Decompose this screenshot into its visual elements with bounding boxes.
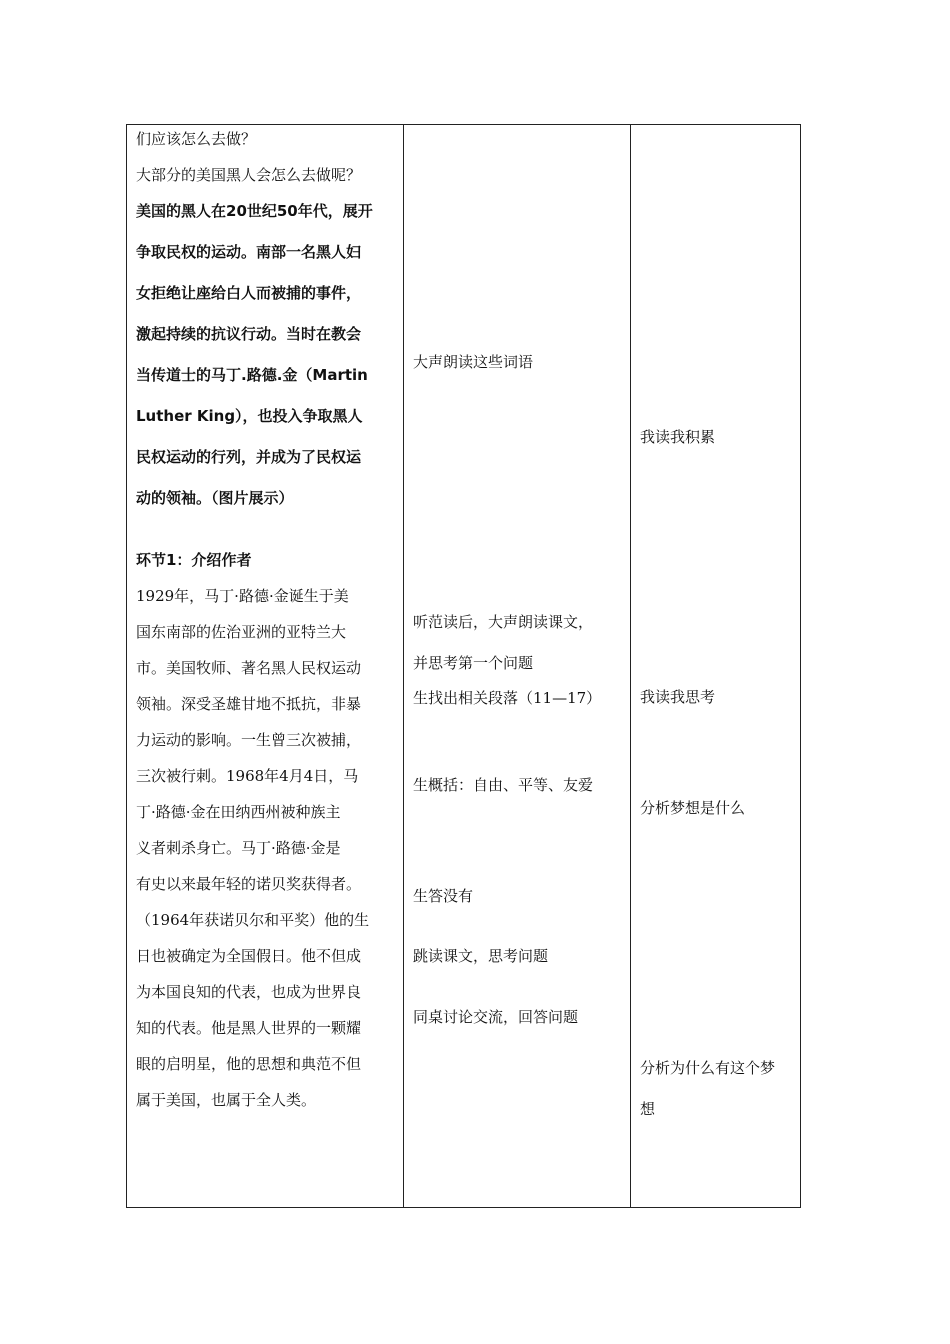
bold-paragraph-line: 动的领袖。（图片展示） [136, 489, 294, 507]
bio-line: 力运动的影响。一生曾三次被捕， [136, 731, 362, 749]
bio-line: 属于美国，也属于全人类。 [136, 1091, 317, 1109]
intent-analyze-dream: 分析梦想是什么 [640, 799, 746, 817]
lesson-plan-table [126, 124, 801, 1208]
bold-paragraph-line: 女拒绝让座给白人而被捕的事件， [136, 284, 362, 302]
activity-listen: 听范读后，大声朗读课文， [413, 613, 594, 631]
bio-line: 眼的启明星，他的思想和典范不但 [136, 1055, 362, 1073]
bio-line: 义者刺杀身亡。马丁·路德·金是 [136, 839, 341, 857]
activity-skim: 跳读课文，思考问题 [413, 947, 549, 965]
bio-line: 国东南部的佐治亚洲的亚特兰大 [136, 623, 347, 641]
activity-read-aloud: 大声朗读这些词语 [413, 353, 534, 371]
activity-answer: 生答没有 [413, 887, 474, 905]
activity-summary: 生概括：自由、平等、友爱 [413, 776, 594, 794]
bio-line: 丁·路德·金在田纳西州被种族主 [136, 803, 341, 821]
intro-line: 大部分的美国黑人会怎么去做呢？ [136, 166, 362, 184]
intent-column [631, 125, 801, 1207]
bio-line: 知的代表。他是黑人世界的一颗耀 [136, 1019, 362, 1037]
intent-analyze-why: 想 [640, 1100, 656, 1118]
section-title: 环节1：介绍作者 [136, 551, 252, 569]
activity-column [404, 125, 630, 1207]
intro-line: 们应该怎么去做？ [136, 130, 257, 148]
bold-paragraph-line: 激起持续的抗议行动。当时在教会 [136, 325, 362, 343]
bio-line: 1929年，马丁·路德·金诞生于美 [136, 587, 349, 605]
activity-listen: 并思考第一个问题 [413, 654, 534, 672]
bio-line: 为本国良知的代表，也成为世界良 [136, 983, 362, 1001]
bio-line: （1964年获诺贝尔和平奖）他的生 [136, 911, 370, 929]
bold-paragraph-line: Luther King），也投入争取黑人 [136, 407, 363, 425]
bold-paragraph-line: 民权运动的行列，并成为了民权运 [136, 448, 362, 466]
bio-line: 日也被确定为全国假日。他不但成 [136, 947, 362, 965]
bio-line: 三次被行刺。1968年4月4日，马 [136, 767, 359, 785]
intent-analyze-why: 分析为什么有这个梦 [640, 1059, 776, 1077]
content-column [127, 125, 403, 1207]
bio-line: 领袖。深受圣雄甘地不抵抗，非暴 [136, 695, 362, 713]
bold-paragraph-line: 当传道士的马丁.路德.金（Martin [136, 366, 368, 384]
bio-line: 市。美国牧师、著名黑人民权运动 [136, 659, 362, 677]
intent-accumulate: 我读我积累 [640, 428, 716, 446]
activity-discuss: 同桌讨论交流，回答问题 [413, 1008, 579, 1026]
bio-line: 有史以来最年轻的诺贝奖获得者。 [136, 875, 362, 893]
activity-find-paragraphs: 生找出相关段落（11—17） [413, 689, 602, 707]
bold-paragraph-line: 争取民权的运动。南部一名黑人妇 [136, 243, 362, 261]
intent-think: 我读我思考 [640, 688, 716, 706]
bold-paragraph-line: 美国的黑人在20世纪50年代，展开 [136, 202, 373, 220]
